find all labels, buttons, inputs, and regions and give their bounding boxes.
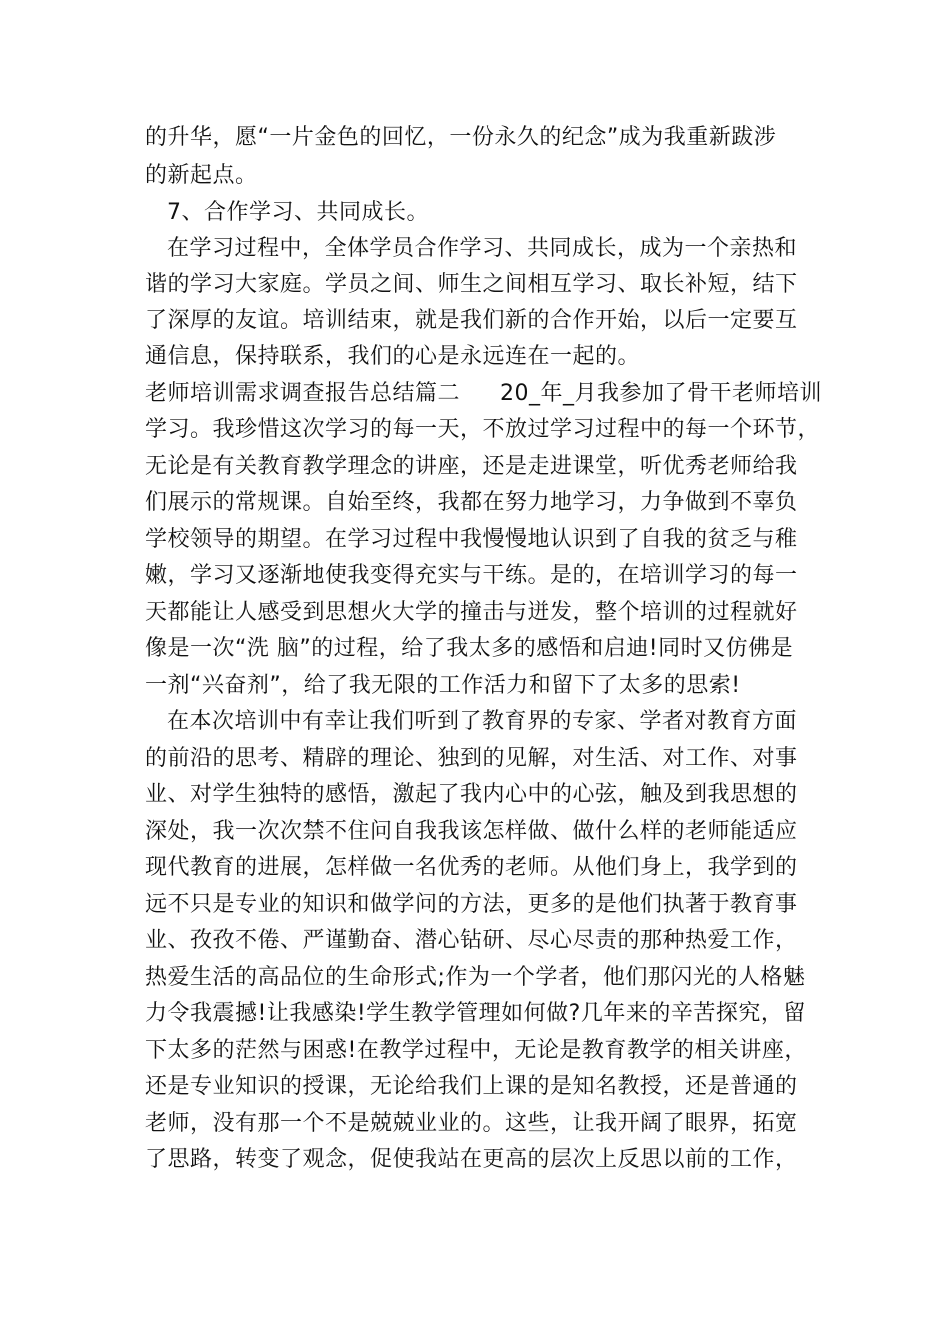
- text-line: 像是一次“洗 脑”的过程，给了我太多的感悟和启迪!同时又仿佛是: [145, 636, 794, 661]
- text-line: 的新起点。: [145, 163, 258, 188]
- text-line: 了思路，转变了观念，促使我站在更高的层次上反思以前的工作，: [145, 1147, 798, 1172]
- paragraph-first-line: 在学习过程中，全体学员合作学习、共同成长，成为一个亲热和: [167, 236, 798, 261]
- text-line: 还是专业知识的授课，无论给我们上课的是知名教授，还是普通的: [145, 1074, 798, 1099]
- text-line: 天都能让人感受到思想火大学的撞击与迸发，整个培训的过程就好: [145, 600, 798, 625]
- article-intro: 20_年_月我参加了骨干老师培训: [500, 381, 823, 406]
- text-line: 了深厚的友谊。培训结束，就是我们新的合作开始，以后一定要互: [145, 308, 798, 333]
- text-line: 力令我震撼!让我感染!学生教学管理如何做?几年来的辛苦探究，留: [145, 1001, 806, 1026]
- text-line: 谐的学习大家庭。学员之间、师生之间相互学习、取长补短，结下: [145, 272, 798, 297]
- text-line: 现代教育的进展，怎样做一名优秀的老师。从他们身上，我学到的: [145, 855, 798, 880]
- text-line: 无论是有关教育教学理念的讲座，还是走进课堂，听优秀老师给我: [145, 454, 798, 479]
- text-line: 通信息，保持联系，我们的心是永远连在一起的。: [145, 344, 641, 369]
- text-line: 深处，我一次次禁不住问自我我该怎样做、做什么样的老师能适应: [145, 819, 798, 844]
- section-heading: 7、合作学习、共同成长。: [167, 200, 429, 225]
- text-line: 业、孜孜不倦、严谨勤奋、潜心钻研、尽心尽责的那种热爱工作，: [145, 928, 798, 953]
- text-line: 们展示的常规课。自始至终，我都在努力地学习，力争做到不辜负: [145, 490, 798, 515]
- text-line: 业、对学生独特的感悟，激起了我内心中的心弦，触及到我思想的: [145, 782, 798, 807]
- article-title: 老师培训需求调查报告总结篇二: [145, 381, 461, 406]
- article-heading-line: [145, 378, 825, 410]
- text-line: 学校领导的期望。在学习过程中我慢慢地认识到了自我的贫乏与稚: [145, 527, 798, 552]
- text-line: 远不只是专业的知识和做学问的方法，更多的是他们执著于教育事: [145, 892, 798, 917]
- text-line: 老师，没有那一个不是兢兢业业的。这些，让我开阔了眼界，拓宽: [145, 1111, 798, 1136]
- text-line: 下太多的茫然与困惑!在教学过程中，无论是教育教学的相关讲座，: [145, 1038, 807, 1063]
- text-line: 的升华，愿“一片金色的回忆，一份永久的纪念”成为我重新跋涉: [145, 125, 777, 150]
- text-line: 的前沿的思考、精辟的理论、独到的见解，对生活、对工作、对事: [145, 746, 798, 771]
- paragraph-first-line: 在本次培训中有幸让我们听到了教育界的专家、学者对教育方面: [167, 709, 798, 734]
- text-line: 一剂“兴奋剂”，给了我无限的工作活力和留下了太多的思索!: [145, 673, 741, 698]
- text-line: 学习。我珍惜这次学习的每一天，不放过学习过程中的每一个环节，: [145, 417, 821, 442]
- text-line: 热爱生活的高品位的生命形式;作为一个学者，他们那闪光的人格魅: [145, 965, 806, 990]
- text-line: 嫩，学习又逐渐地使我变得充实与干练。是的，在培训学习的每一: [145, 563, 798, 588]
